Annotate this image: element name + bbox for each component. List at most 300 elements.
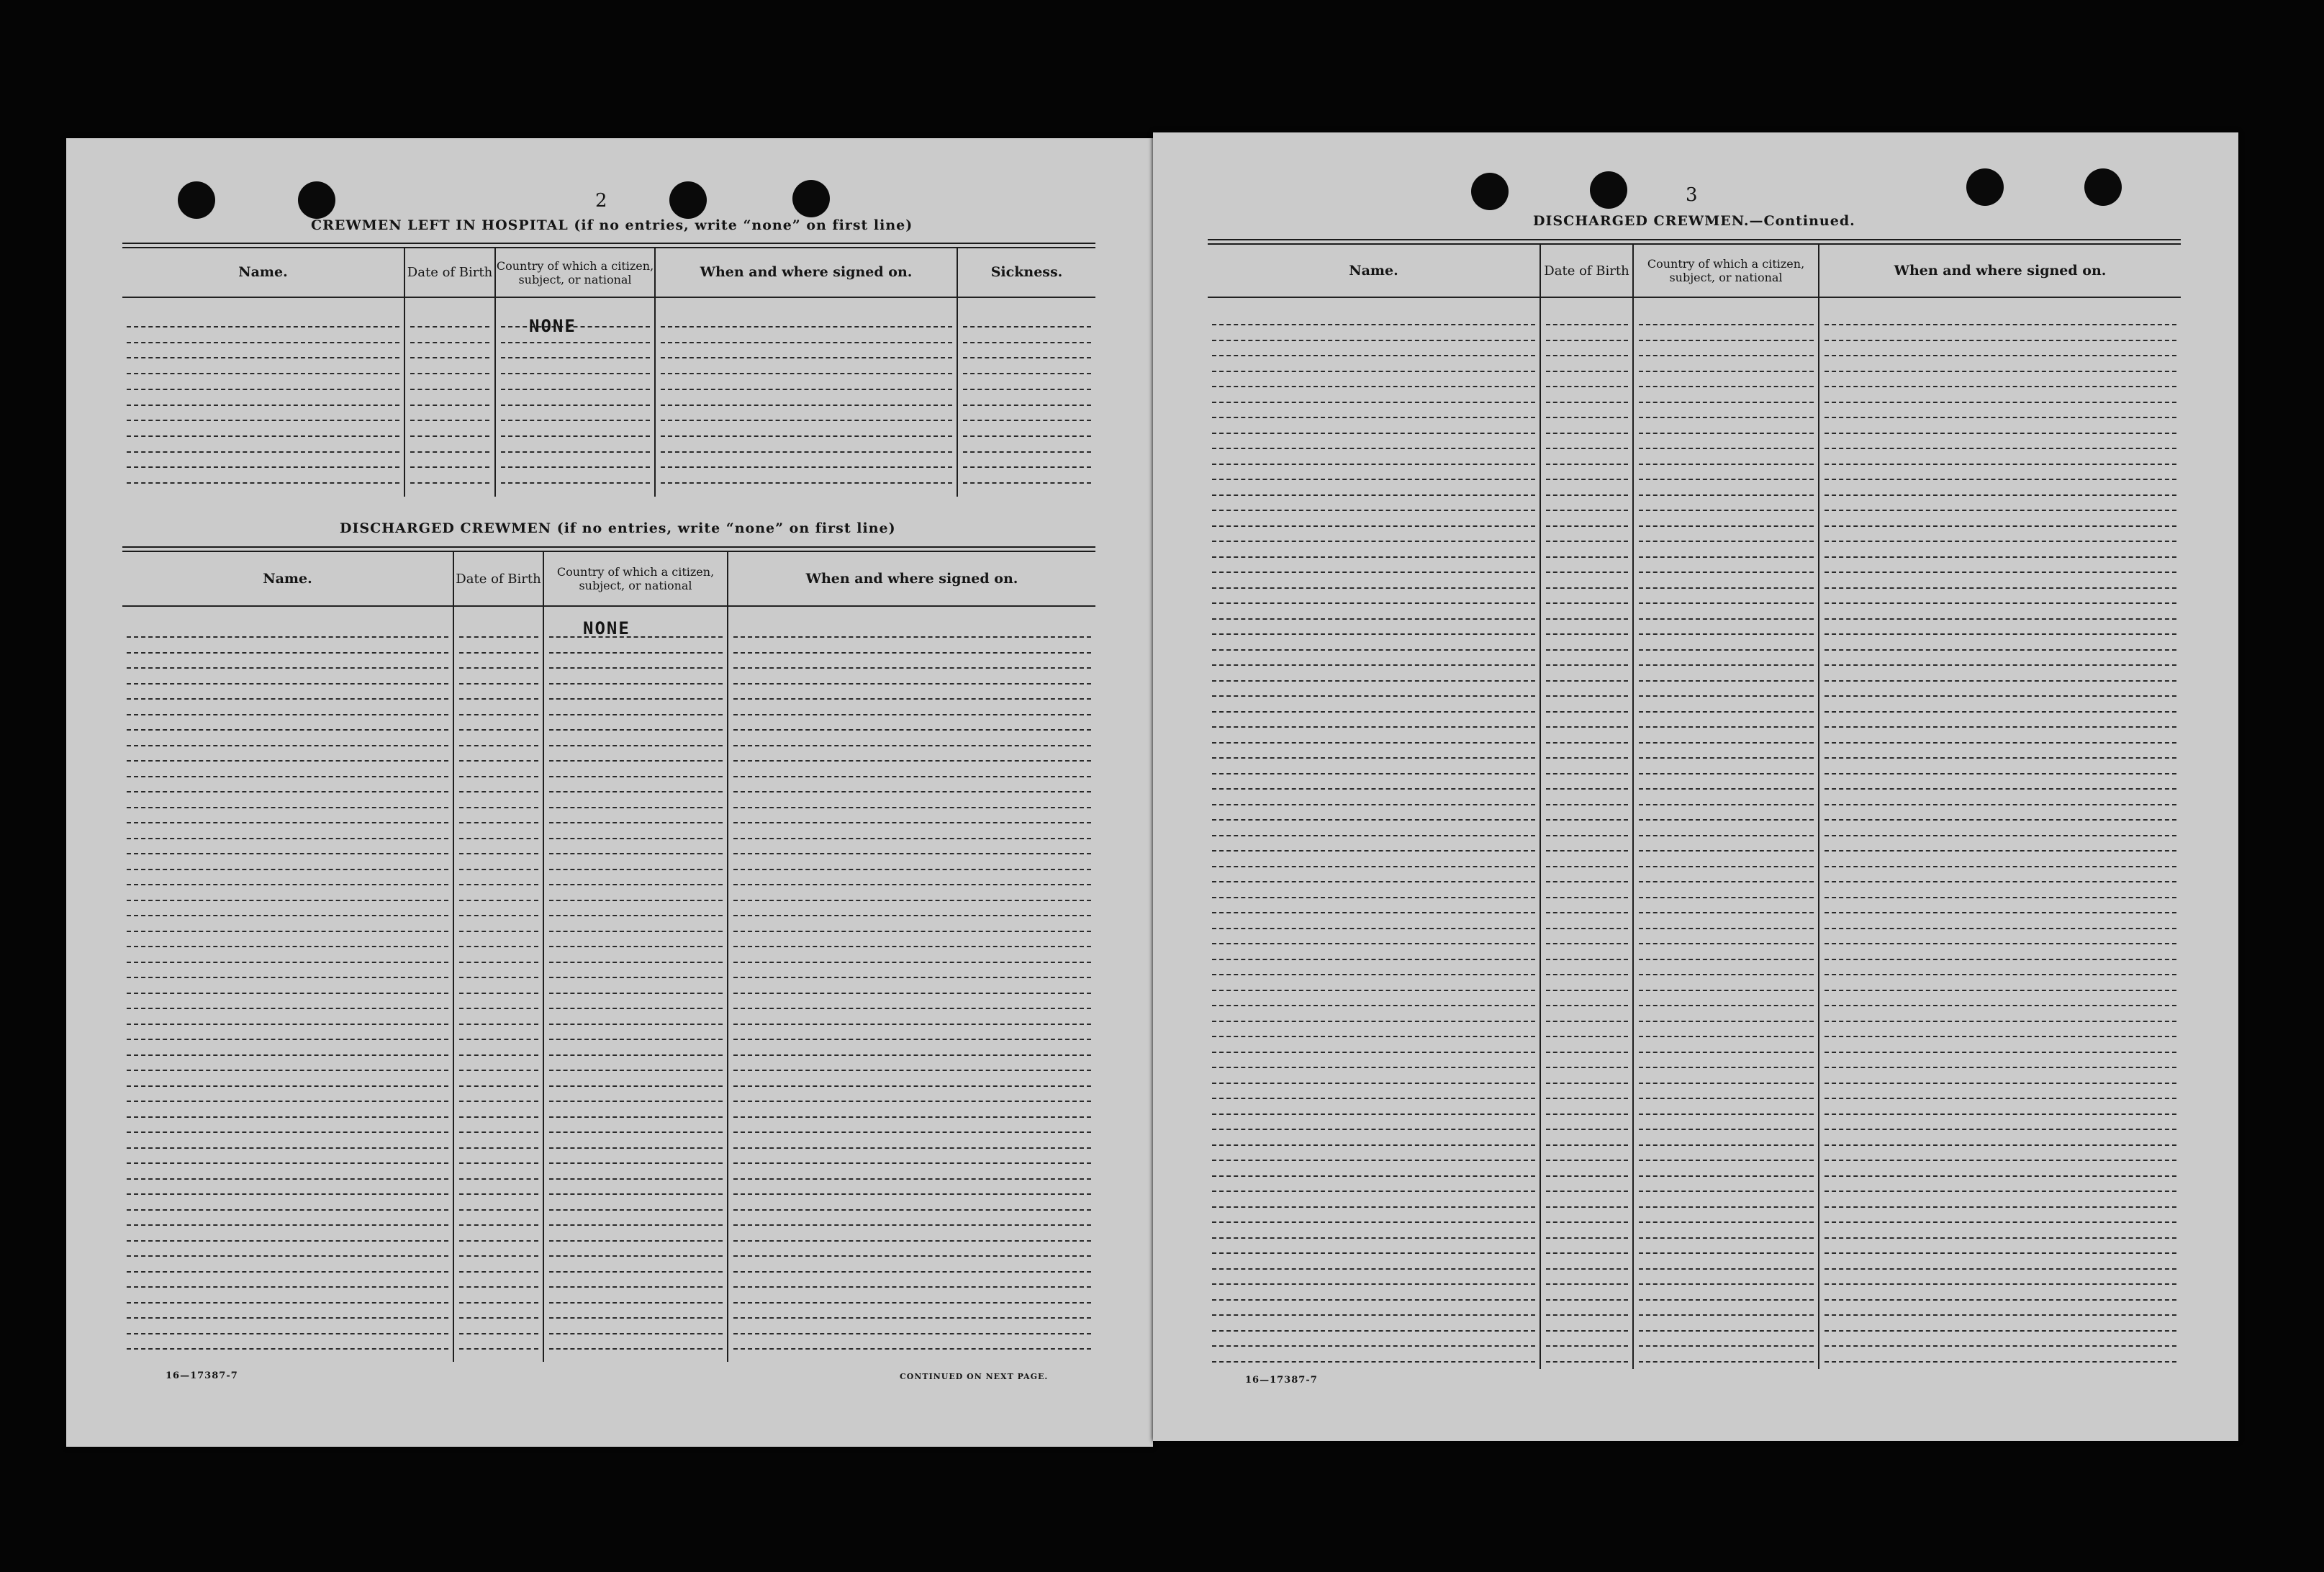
table-row-rule xyxy=(127,1317,448,1319)
table-row-rule xyxy=(459,1286,538,1288)
table-row-rule xyxy=(1212,572,1535,573)
table-row-rule xyxy=(1212,649,1535,651)
table-row-rule xyxy=(1639,742,1814,744)
page-number: 3 xyxy=(1686,184,1698,206)
table-row-rule xyxy=(410,326,489,328)
table-row-rule xyxy=(1825,1191,2176,1192)
table-row-rule xyxy=(549,1224,723,1226)
table-row-rule xyxy=(1546,881,1628,882)
table-row-rule xyxy=(1212,1175,1535,1177)
table-row-rule xyxy=(1825,726,2176,728)
table-row-rule xyxy=(127,482,399,484)
table-row-rule xyxy=(733,1348,1091,1350)
table-row-rule xyxy=(1546,541,1628,542)
table-row-rule xyxy=(1546,1221,1628,1223)
table-row-rule xyxy=(1639,711,1814,713)
table-row-rule xyxy=(1825,1129,2176,1130)
table-row-rule xyxy=(1546,1005,1628,1006)
table-row-rule xyxy=(501,342,650,343)
table-row-rule xyxy=(1212,1160,1535,1161)
table-row-rule xyxy=(733,900,1091,901)
table-row-rule xyxy=(549,791,723,792)
table-row-rule xyxy=(1639,355,1814,356)
table-row-rule xyxy=(1825,959,2176,960)
table-row-rule xyxy=(1546,633,1628,635)
table-row-rule xyxy=(127,667,448,669)
table-row-rule xyxy=(1825,773,2176,774)
table-row-rule xyxy=(1212,1036,1535,1037)
table-row-rule xyxy=(549,1162,723,1164)
table-row-rule xyxy=(459,977,538,978)
table-row-rule xyxy=(1546,1083,1628,1084)
table-row-rule xyxy=(1825,633,2176,635)
table-row-rule xyxy=(1825,1114,2176,1115)
table-row-rule xyxy=(1212,1361,1535,1363)
table-row-rule xyxy=(1639,943,1814,944)
table-row-rule xyxy=(1825,711,2176,713)
table-row-rule xyxy=(549,683,723,685)
table-row-rule xyxy=(1639,726,1814,728)
column-header-signed-on: When and where signed on. xyxy=(1894,262,2107,279)
table-row-rule xyxy=(1212,1206,1535,1208)
table-row-rule xyxy=(459,838,538,839)
table-row-rule xyxy=(1212,541,1535,542)
table-row-rule xyxy=(549,884,723,885)
table-row-rule xyxy=(1639,974,1814,975)
table-row-rule xyxy=(1639,602,1814,604)
table-row-rule xyxy=(127,1255,448,1257)
table-row-rule xyxy=(127,1193,448,1195)
table-row-rule xyxy=(1212,340,1535,341)
table-row-rule xyxy=(127,931,448,932)
table-row-rule xyxy=(1212,680,1535,682)
table-row-rule xyxy=(1825,897,2176,898)
table-row-rule xyxy=(549,1240,723,1242)
table-row-rule xyxy=(1639,1268,1814,1270)
table-row-rule xyxy=(963,357,1091,358)
table-row-rule xyxy=(1546,757,1628,759)
table-row-rule xyxy=(1546,1144,1628,1146)
table-row-rule xyxy=(501,435,650,437)
table-row-rule xyxy=(1825,602,2176,604)
table-row-rule xyxy=(1825,448,2176,449)
table-row-rule xyxy=(1212,881,1535,882)
table-row-rule xyxy=(1546,850,1628,852)
table-row-rule xyxy=(1825,433,2176,434)
table-row-rule xyxy=(1546,726,1628,728)
table-row-rule xyxy=(1639,1052,1814,1053)
table-row-rule xyxy=(1639,881,1814,882)
table-row-rule xyxy=(1639,664,1814,666)
table-row-rule xyxy=(549,1131,723,1133)
table-row-rule xyxy=(733,915,1091,916)
table-row-rule xyxy=(549,1302,723,1304)
table-row-rule xyxy=(1825,1098,2176,1099)
table-row-rule xyxy=(1546,433,1628,434)
table-row-rule xyxy=(733,698,1091,700)
table-row-rule xyxy=(1212,1129,1535,1130)
table-row-rule xyxy=(1546,1252,1628,1254)
table-row-rule xyxy=(733,683,1091,685)
table-row-rule xyxy=(549,993,723,994)
table-row-rule xyxy=(963,389,1091,390)
table-row-rule xyxy=(410,466,489,468)
table-row-rule xyxy=(1639,1144,1814,1146)
table-row-rule xyxy=(459,931,538,932)
table-row-rule xyxy=(549,1101,723,1102)
table-row-rule xyxy=(1546,912,1628,913)
table-row-rule xyxy=(549,1070,723,1071)
discharged-table xyxy=(122,546,1095,1363)
column-header-name: Name. xyxy=(1349,262,1398,279)
column-header-name: Name. xyxy=(238,264,288,280)
discharged-continued-title: DISCHARGED CREWMEN.—Continued. xyxy=(1533,213,1855,229)
table-row-rule xyxy=(549,667,723,669)
table-row-rule xyxy=(1212,1283,1535,1285)
table-row-rule xyxy=(1825,819,2176,821)
table-row-rule xyxy=(459,853,538,854)
table-row-rule xyxy=(1212,850,1535,852)
table-row-rule xyxy=(459,667,538,669)
table-row-rule xyxy=(1825,695,2176,697)
table-row-rule xyxy=(1639,1221,1814,1223)
table-row-rule xyxy=(733,1008,1091,1009)
table-row-rule xyxy=(1825,417,2176,418)
table-row-rule xyxy=(549,931,723,932)
table-row-rule xyxy=(127,1024,448,1025)
discharged-entry-none: NONE xyxy=(583,618,630,638)
table-row-rule xyxy=(1212,835,1535,836)
table-row-rule xyxy=(459,1271,538,1273)
table-row-rule xyxy=(1639,541,1814,542)
table-row-rule xyxy=(1639,649,1814,651)
table-row-rule xyxy=(963,342,1091,343)
table-row-rule xyxy=(733,1147,1091,1149)
column-header-country: Country of which a citizen, subject, or national xyxy=(1647,257,1805,284)
table-row-rule xyxy=(1639,1237,1814,1239)
table-row-rule xyxy=(1212,587,1535,589)
table-row-rule xyxy=(1546,618,1628,620)
table-row-rule xyxy=(1212,510,1535,511)
table-row-rule xyxy=(1825,1268,2176,1270)
table-row-rule xyxy=(733,652,1091,654)
table-row-rule xyxy=(661,405,952,406)
table-row-rule xyxy=(549,1054,723,1056)
table-row-rule xyxy=(549,1024,723,1025)
table-row-rule xyxy=(127,435,399,437)
table-row-rule xyxy=(1639,510,1814,511)
table-row-rule xyxy=(1546,819,1628,821)
table-row-rule xyxy=(1212,819,1535,821)
table-row-rule xyxy=(127,405,399,406)
table-row-rule xyxy=(1546,324,1628,325)
table-row-rule xyxy=(549,1085,723,1087)
table-row-rule xyxy=(1825,1052,2176,1053)
table-row-rule xyxy=(1546,1206,1628,1208)
table-row-rule xyxy=(1212,711,1535,713)
table-row-rule xyxy=(459,822,538,823)
table-row-rule xyxy=(1212,525,1535,527)
table-row-rule xyxy=(127,1348,448,1350)
table-row-rule xyxy=(549,1178,723,1180)
table-row-rule xyxy=(661,451,952,453)
table-row-rule xyxy=(1212,959,1535,960)
table-row-rule xyxy=(501,405,650,406)
column-header-sickness: Sickness. xyxy=(990,264,1063,280)
table-row-rule xyxy=(127,373,399,374)
table-row-rule xyxy=(1639,464,1814,465)
table-row-rule xyxy=(1546,943,1628,944)
table-row-rule xyxy=(1639,587,1814,589)
table-row-rule xyxy=(661,389,952,390)
table-row-rule xyxy=(1546,1191,1628,1192)
table-row-rule xyxy=(1546,1299,1628,1301)
table-row-rule xyxy=(733,667,1091,669)
discharged-continued-table xyxy=(1208,239,2181,1369)
table-row-rule xyxy=(1212,1005,1535,1006)
table-row-rule xyxy=(1825,1221,2176,1223)
table-row-rule xyxy=(1825,510,2176,511)
table-row-rule xyxy=(127,760,448,762)
table-row-rule xyxy=(733,993,1091,994)
table-row-rule xyxy=(127,822,448,823)
table-row-rule xyxy=(1546,587,1628,589)
table-row-rule xyxy=(1639,990,1814,991)
table-row-rule xyxy=(459,1193,538,1195)
table-row-rule xyxy=(1639,1314,1814,1316)
table-row-rule xyxy=(1546,680,1628,682)
column-header-country: Country of which a citizen, subject, or national xyxy=(496,258,654,286)
table-row-rule xyxy=(1825,804,2176,805)
table-row-rule xyxy=(1639,928,1814,929)
table-row-rule xyxy=(127,946,448,947)
table-row-rule xyxy=(1639,1160,1814,1161)
table-row-rule xyxy=(1825,525,2176,527)
table-row-rule xyxy=(963,435,1091,437)
table-row-rule xyxy=(459,1039,538,1040)
table-row-rule xyxy=(410,405,489,406)
table-row-rule xyxy=(1639,866,1814,867)
table-row-rule xyxy=(1639,402,1814,403)
table-row-rule xyxy=(1546,742,1628,744)
table-row-rule xyxy=(1546,602,1628,604)
table-row-rule xyxy=(549,1008,723,1009)
table-row-rule xyxy=(1825,479,2176,480)
table-row-rule xyxy=(1212,974,1535,975)
punch-hole xyxy=(298,181,335,219)
table-row-rule xyxy=(1825,850,2176,852)
table-row-rule xyxy=(1639,1283,1814,1285)
table-row-rule xyxy=(549,1333,723,1334)
table-row-rule xyxy=(127,1101,448,1102)
table-row-rule xyxy=(733,1240,1091,1242)
right-page xyxy=(1153,132,2238,1441)
table-row-rule xyxy=(1639,494,1814,496)
table-row-rule xyxy=(501,466,650,468)
table-row-rule xyxy=(1639,556,1814,558)
table-row-rule xyxy=(127,326,399,328)
table-row-rule xyxy=(1212,866,1535,867)
table-row-rule xyxy=(1212,618,1535,620)
table-row-rule xyxy=(1639,1114,1814,1115)
table-row-rule xyxy=(459,1131,538,1133)
table-row-rule xyxy=(1639,1098,1814,1099)
table-row-rule xyxy=(1212,464,1535,465)
table-row-rule xyxy=(549,714,723,715)
table-row-rule xyxy=(1639,1083,1814,1084)
punch-hole xyxy=(178,181,215,219)
table-row-rule xyxy=(1546,1175,1628,1177)
punch-hole xyxy=(792,180,830,217)
table-row-rule xyxy=(127,1162,448,1164)
table-row-rule xyxy=(459,760,538,762)
table-row-rule xyxy=(1639,340,1814,341)
table-row-rule xyxy=(410,435,489,437)
table-row-rule xyxy=(733,1131,1091,1133)
table-row-rule xyxy=(459,1302,538,1304)
table-row-rule xyxy=(1546,572,1628,573)
table-row-rule xyxy=(549,915,723,916)
table-row-rule xyxy=(127,1333,448,1334)
column-header-signed-on: When and where signed on. xyxy=(700,264,913,280)
table-row-rule xyxy=(733,1054,1091,1056)
table-row-rule xyxy=(1546,990,1628,991)
table-row-rule xyxy=(1639,959,1814,960)
table-row-rule xyxy=(1212,664,1535,666)
table-row-rule xyxy=(549,1193,723,1195)
table-row-rule xyxy=(549,853,723,854)
table-row-rule xyxy=(459,1333,538,1334)
table-row-rule xyxy=(1546,897,1628,898)
table-row-rule xyxy=(1825,1330,2176,1332)
table-row-rule xyxy=(549,822,723,823)
table-row-rule xyxy=(1546,835,1628,836)
table-row-rule xyxy=(963,482,1091,484)
table-row-rule xyxy=(733,1085,1091,1087)
table-row-rule xyxy=(733,1209,1091,1211)
table-row-rule xyxy=(549,1271,723,1273)
table-row-rule xyxy=(733,745,1091,746)
table-row-rule xyxy=(1546,1237,1628,1239)
table-row-rule xyxy=(549,977,723,978)
table-row-rule xyxy=(1639,633,1814,635)
table-row-rule xyxy=(1546,510,1628,511)
table-row-rule xyxy=(459,1317,538,1319)
table-row-rule xyxy=(1639,371,1814,372)
table-row-rule xyxy=(1212,556,1535,558)
table-row-rule xyxy=(1639,1330,1814,1332)
table-row-rule xyxy=(501,389,650,390)
table-row-rule xyxy=(1546,479,1628,480)
table-row-rule xyxy=(1639,1036,1814,1037)
table-row-rule xyxy=(1212,1052,1535,1053)
table-row-rule xyxy=(1639,1206,1814,1208)
table-row-rule xyxy=(733,931,1091,932)
hospital-section-title: CREWMEN LEFT IN HOSPITAL (if no entries, write “none” on first line) xyxy=(311,217,913,233)
table-row-rule xyxy=(549,1116,723,1118)
table-row-rule xyxy=(661,435,952,437)
table-row-rule xyxy=(733,807,1091,808)
table-row-rule xyxy=(1212,448,1535,449)
table-row-rule xyxy=(127,466,399,468)
table-row-rule xyxy=(1546,1021,1628,1022)
table-row-rule xyxy=(1639,1175,1814,1177)
table-row-rule xyxy=(1546,928,1628,929)
table-row-rule xyxy=(733,1333,1091,1334)
table-row-rule xyxy=(127,1224,448,1226)
table-row-rule xyxy=(733,1193,1091,1195)
table-row-rule xyxy=(127,884,448,885)
table-row-rule xyxy=(127,652,448,654)
table-row-rule xyxy=(127,776,448,777)
table-row-rule xyxy=(410,342,489,343)
table-row-rule xyxy=(1546,866,1628,867)
table-row-rule xyxy=(1825,835,2176,836)
table-row-rule xyxy=(733,1162,1091,1164)
table-row-rule xyxy=(1546,464,1628,465)
table-row-rule xyxy=(1212,788,1535,790)
table-row-rule xyxy=(963,405,1091,406)
table-row-rule xyxy=(459,1054,538,1056)
table-row-rule xyxy=(733,776,1091,777)
table-row-rule xyxy=(1212,928,1535,929)
table-row-rule xyxy=(549,636,723,638)
table-row-rule xyxy=(127,977,448,978)
table-row-rule xyxy=(127,1054,448,1056)
table-row-rule xyxy=(410,451,489,453)
table-row-rule xyxy=(661,482,952,484)
table-row-rule xyxy=(1639,695,1814,697)
table-row-rule xyxy=(127,451,399,453)
left-page xyxy=(66,138,1153,1447)
table-row-rule xyxy=(1825,618,2176,620)
table-row-rule xyxy=(459,714,538,715)
page-number: 2 xyxy=(595,190,607,212)
table-row-rule xyxy=(1546,695,1628,697)
table-row-rule xyxy=(733,1178,1091,1180)
table-row-rule xyxy=(549,1147,723,1149)
table-row-rule xyxy=(127,420,399,421)
table-row-rule xyxy=(459,962,538,963)
table-row-rule xyxy=(1212,386,1535,387)
table-row-rule xyxy=(1825,649,2176,651)
table-row-rule xyxy=(1212,1252,1535,1254)
table-row-rule xyxy=(1825,928,2176,929)
hospital-entry-none: NONE xyxy=(529,316,577,336)
table-row-rule xyxy=(127,962,448,963)
table-row-rule xyxy=(1546,773,1628,774)
table-row-rule xyxy=(127,1116,448,1118)
table-row-rule xyxy=(1639,804,1814,805)
table-row-rule xyxy=(549,1255,723,1257)
table-row-rule xyxy=(127,1085,448,1087)
table-row-rule xyxy=(1825,556,2176,558)
table-row-rule xyxy=(127,1131,448,1133)
table-row-rule xyxy=(549,698,723,700)
table-row-rule xyxy=(1825,494,2176,496)
table-row-rule xyxy=(1825,1036,2176,1037)
table-row-rule xyxy=(549,760,723,762)
table-row-rule xyxy=(1212,371,1535,372)
table-row-rule xyxy=(1825,757,2176,759)
table-row-rule xyxy=(459,1178,538,1180)
punch-hole xyxy=(1471,173,1509,210)
table-row-rule xyxy=(1639,525,1814,527)
table-row-rule xyxy=(127,869,448,870)
table-row-rule xyxy=(1825,541,2176,542)
table-row-rule xyxy=(1546,711,1628,713)
table-row-rule xyxy=(1825,1252,2176,1254)
